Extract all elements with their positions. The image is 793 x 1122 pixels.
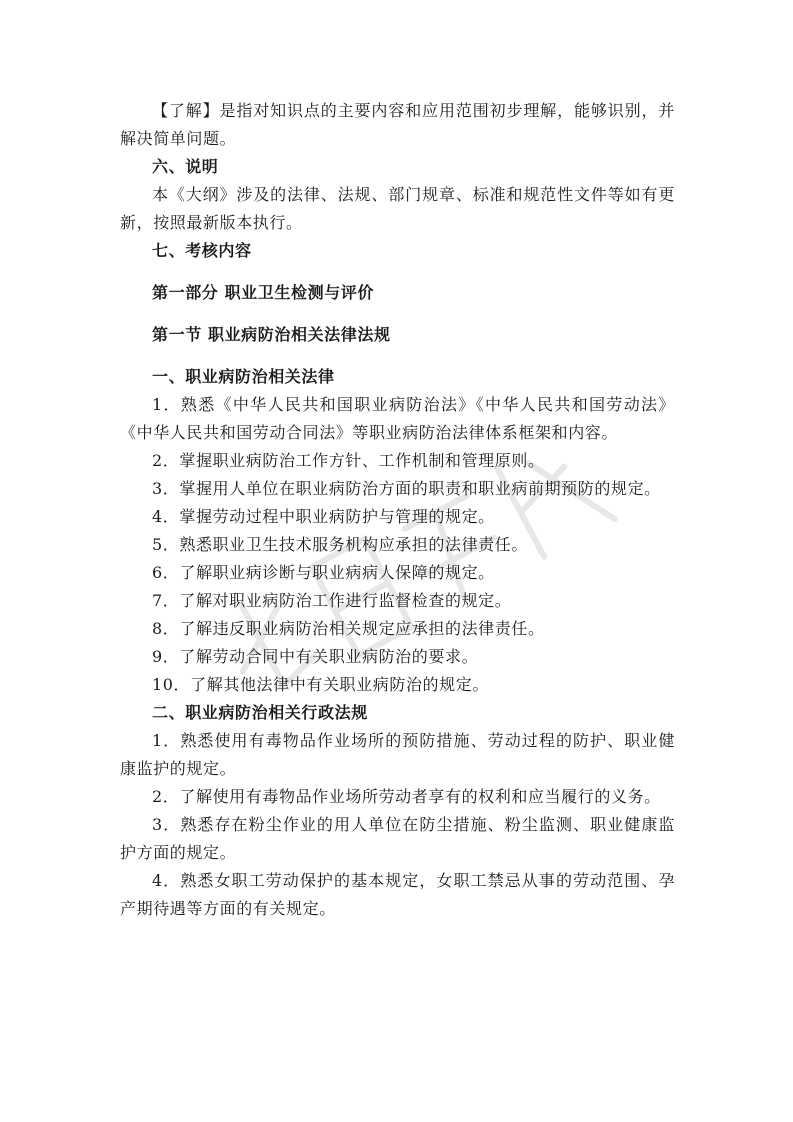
- paragraph-understand-definition: 【了解】是指对知识点的主要内容和应用范围初步理解，能够识别，并解决简单问题。: [120, 101, 675, 148]
- list-item-law-7: 7．了解对职业病防治工作进行监督检查的规定。: [152, 591, 512, 610]
- list-item-law-2: 2．掌握职业病防治工作方针、工作机制和管理原则。: [152, 451, 545, 470]
- list-item-law-4: 4．掌握劳动过程中职业病防护与管理的规定。: [152, 507, 495, 526]
- heading-section-seven: 七、考核内容: [152, 241, 252, 260]
- heading-regulation-subsection: 二、职业病防治相关行政法规: [152, 703, 368, 722]
- list-item-law-6: 6．了解职业病诊断与职业病病人保障的规定。: [152, 563, 495, 582]
- list-item-regulation-3: 3．熟悉存在粉尘作业的用人单位在防尘措施、粉尘监测、职业健康监护方面的规定。: [120, 815, 675, 862]
- heading-chapter-one: 第一节 职业病防治相关法律法规: [152, 325, 391, 344]
- list-item-law-9: 9．了解劳动合同中有关职业病防治的要求。: [152, 647, 479, 666]
- document-body: [120, 97, 675, 923]
- list-item-law-10: 10．了解其他法律中有关职业病防治的规定。: [152, 675, 489, 694]
- list-item-law-8: 8．了解违反职业病防治相关规定应承担的法律责任。: [152, 619, 545, 638]
- paragraph-update-note: 本《大纲》涉及的法律、法规、部门规章、标准和规范性文件等如有更新，按照最新版本执行。: [120, 185, 675, 232]
- list-item-regulation-1: 1．熟悉使用有毒物品作业场所的预防措施、劳动过程的防护、职业健康监护的规定。: [120, 731, 675, 778]
- list-item-law-5: 5．熟悉职业卫生技术服务机构应承担的法律责任。: [152, 535, 528, 554]
- list-item-regulation-2: 2．了解使用有毒物品作业场所劳动者享有的权利和应当履行的义务。: [152, 787, 661, 806]
- list-item-regulation-4: 4．熟悉女职工劳动保护的基本规定，女职工禁忌从事的劳动范围、孕产期待遇等方面的有关规定。: [120, 871, 675, 918]
- list-item-law-1: 1．熟悉《中华人民共和国职业病防治法》《中华人民共和国劳动法》《中华人民共和国劳动合同法》等职业病防治法律体系框架和内容。: [120, 395, 675, 442]
- heading-law-subsection: 一、职业病防治相关法律: [152, 367, 335, 386]
- list-item-law-3: 3．掌握用人单位在职业病防治方面的职责和职业病前期预防的规定。: [152, 479, 661, 498]
- heading-section-six: 六、说明: [152, 157, 219, 176]
- heading-part-one: 第一部分 职业卫生检测与评价: [152, 283, 374, 302]
